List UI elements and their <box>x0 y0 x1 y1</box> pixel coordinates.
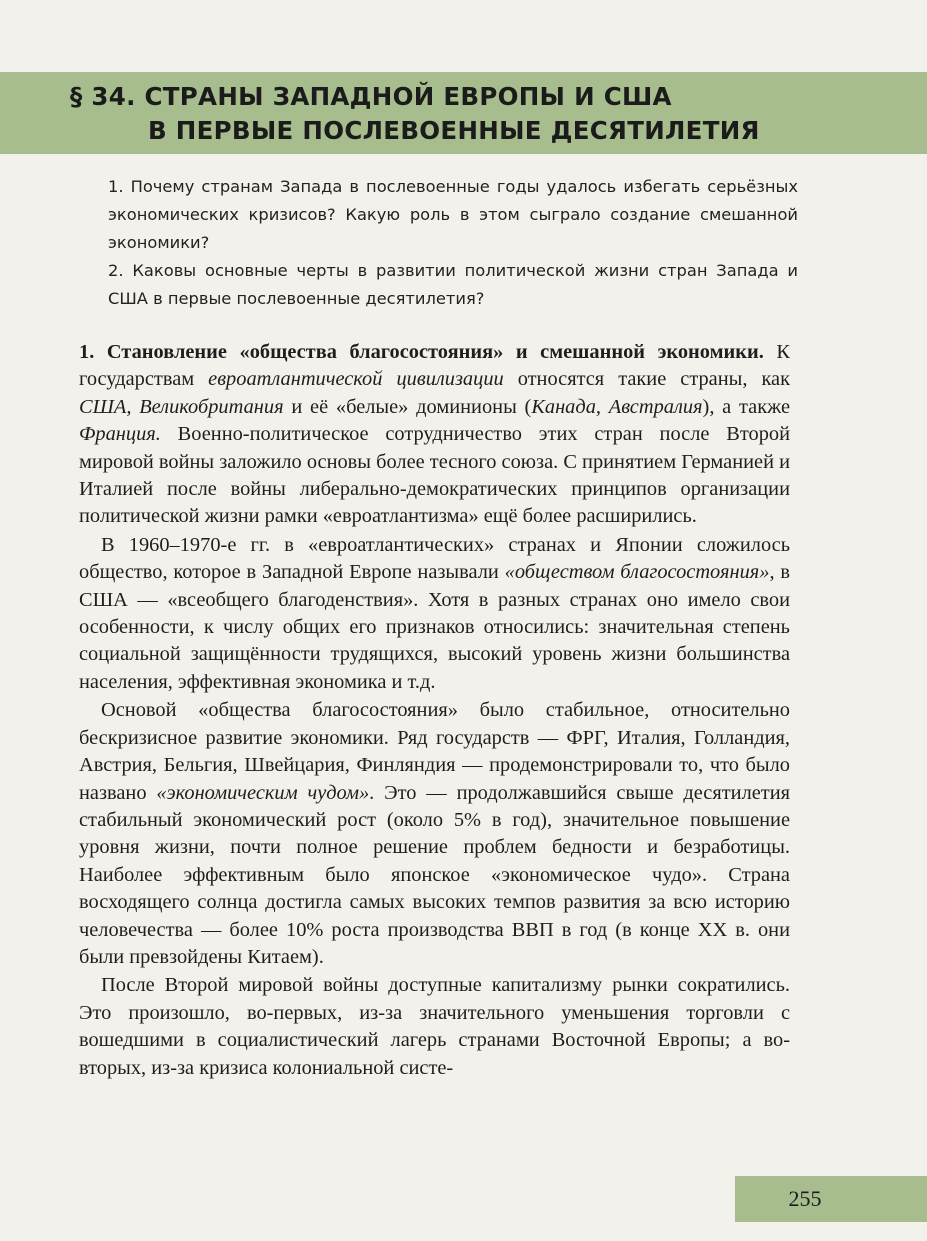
p1-text-a: К государствам <box>79 341 790 391</box>
section-heading: 1. Становление «общества благосостояния» и смешанной экономики. <box>79 341 764 363</box>
p1-text-c: относятся такие страны, как <box>503 368 790 391</box>
p3-text-a: Основой «общества благосостояния» было стабильное, относительно бескризисное развитие экономики. Ряд государств — ФРГ, Италия, Голландия, Австрия, Бельгия, Швейцария, Финляндия — продемонстрировали то, что было названо <box>79 699 790 804</box>
paragraph-4: После Второй мировой войны доступные капитализму рынки сократились. Это произошло, во-первых, из-за значительного уменьшения торговли с вошедшими в социалистический лагерь странами Восточной Европы; а во-вторых, из-за кризиса колониальной систе- <box>79 974 790 1079</box>
p1-term-countries: США, Великобритания <box>79 395 284 418</box>
paragraph-3 <box>79 697 790 971</box>
paragraph-1 <box>79 339 790 531</box>
section-body <box>79 339 790 1082</box>
p1-term-civilization: евроатлантической цивилизации <box>208 368 504 391</box>
p1-text-i: Военно-политическое сотрудничество этих стран после Второй мировой войны заложило основы более тесного союза. С принятием Германией и Италией после войны либерально-демократических принципов организации политической жизни рамки «евроатлантизма» ещё более расширились. <box>79 423 791 528</box>
review-questions <box>108 173 798 313</box>
p3-text-c: . Это — продолжавшийся свыше десятилетия стабильный экономический рост (около 5% в год), значительное повышение уровня жизни, почти полное решение проблем бедности и безработицы. Наиболее эффективным было японское «экономическое чудо». Страна восходящего солнца достигла самых высоких темпов развития за всю историю человечества — более 10% роста производства ВВП в год (в конце XX в. они были превзойдены Китаем). <box>79 781 790 968</box>
p2-text-c: , в США — «всеобщего благоденствия». Хотя в разных странах оно имело свои особенности, к числу общих его признаков относились: значительная степень социальной защищённости трудящихся, высокий уровень жизни большинства населения, эффективная экономика и т.д. <box>79 561 790 693</box>
question-2: 2. Каковы основные черты в развитии политической жизни стран Запада и США в первые послевоенные десятилетия? <box>108 261 798 308</box>
paragraph-2 <box>79 532 790 696</box>
p1-term-france: Франция. <box>79 423 161 446</box>
p1-text-e: и её «белые» доминионы ( <box>283 395 532 418</box>
question-1: 1. Почему странам Запада в послевоенные годы удалось избегать серьёзных экономических кризисов? Какую роль в этом сыграло создание смешанной экономики? <box>108 177 798 252</box>
p1-term-dominions: Канада, Австралия <box>531 395 703 418</box>
p2-text-a: В 1960–1970-е гг. в «евроатлантических» странах и Японии сложилось общество, которое в Западной Европе называли <box>79 533 790 584</box>
p3-term-economic-miracle: «экономическим чудом» <box>156 781 370 804</box>
chapter-title-line-1: § 34. СТРАНЫ ЗАПАДНОЙ ЕВРОПЫ И США <box>70 82 672 111</box>
page-number: 255 <box>788 1186 822 1211</box>
chapter-title <box>70 80 910 148</box>
chapter-title-line-2: В ПЕРВЫЕ ПОСЛЕВОЕННЫЕ ДЕСЯТИЛЕТИЯ <box>148 116 760 145</box>
p1-text-g: ), а также <box>702 395 790 418</box>
p2-term-welfare-society: «обществом благосостояния» <box>504 561 770 584</box>
